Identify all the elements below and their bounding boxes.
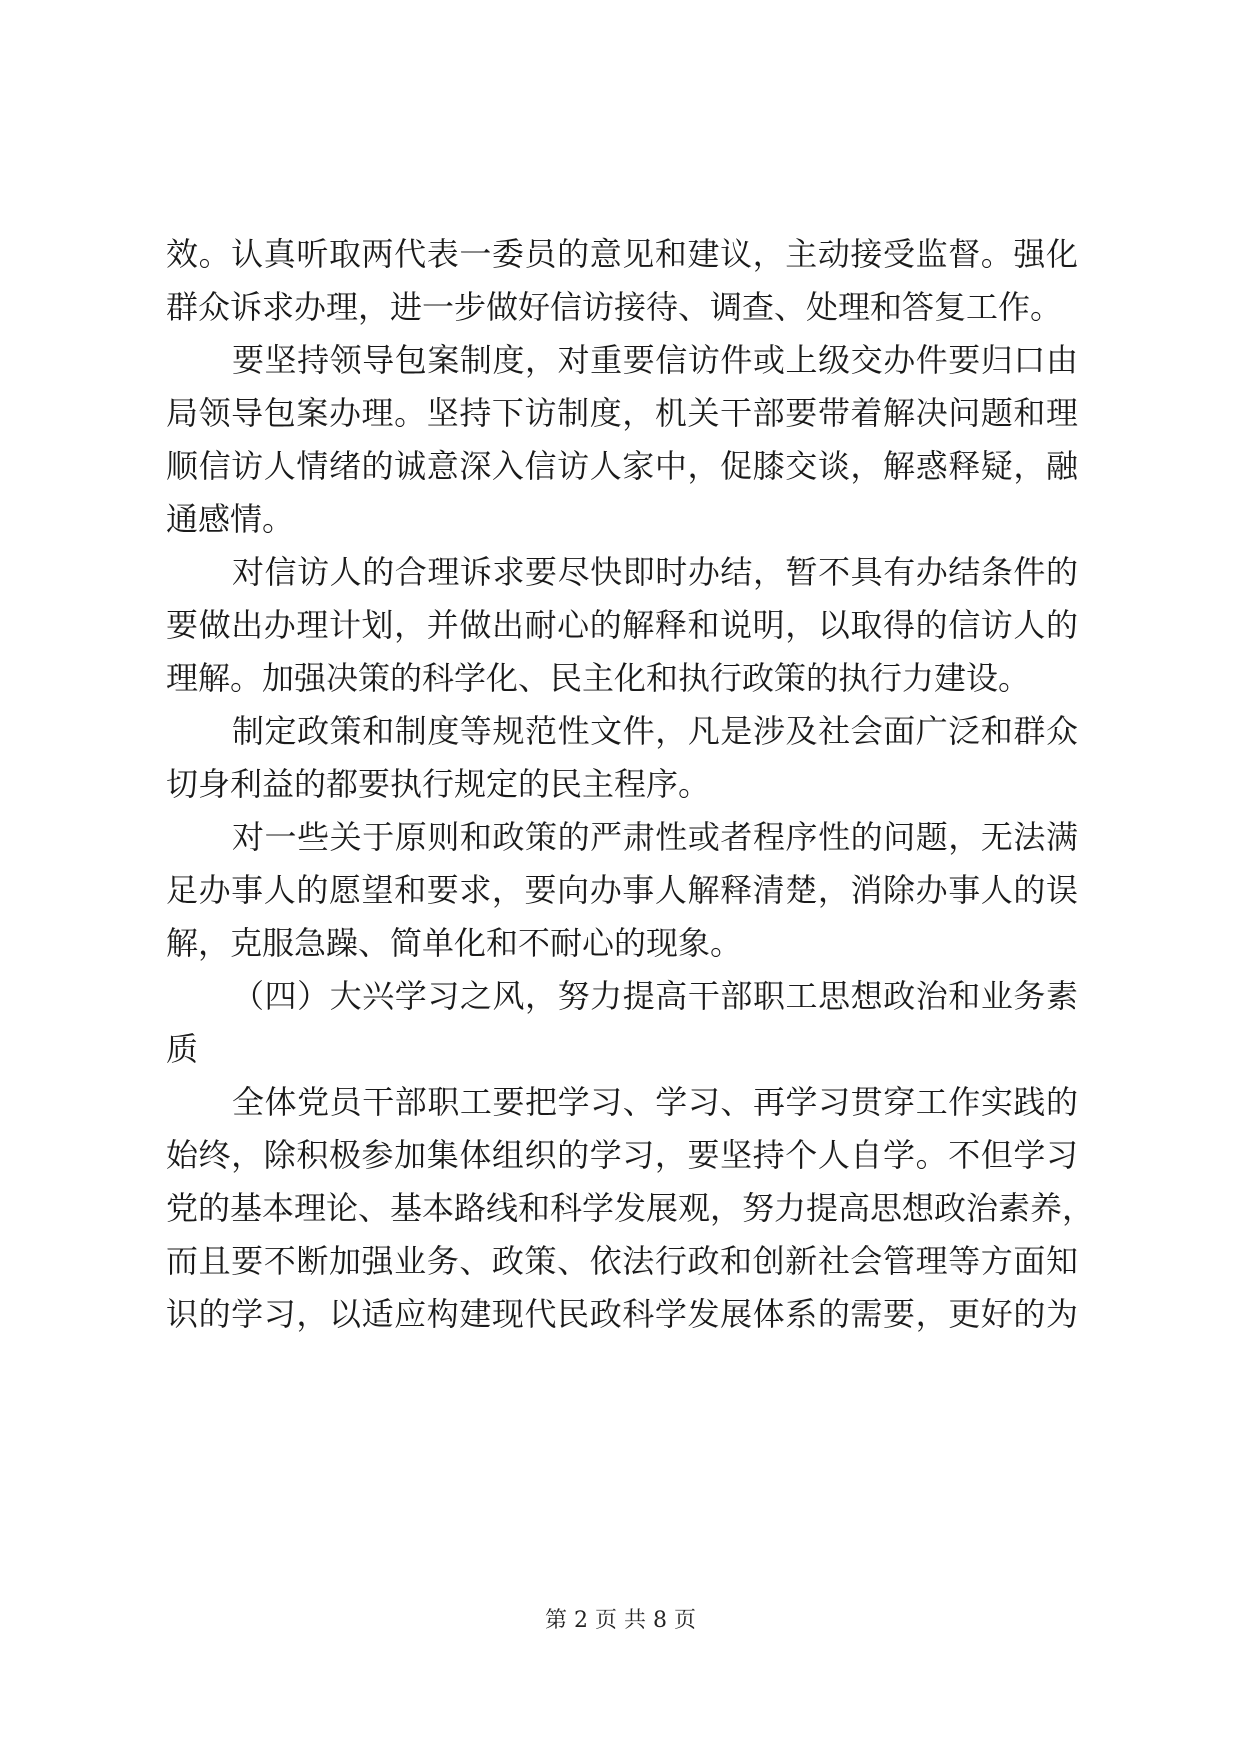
page-footer: 第 2 页 共 8 页: [545, 1608, 696, 1633]
text-line: 识的学习，以适应构建现代民政科学发展体系的需要，更好的为: [166, 1295, 1078, 1333]
text-line: 要做出办理计划，并做出耐心的解释和说明，以取得的信访人的: [166, 606, 1078, 644]
text-line: 要坚持领导包案制度，对重要信访件或上级交办件要归口由: [232, 341, 1078, 379]
text-line: 对一些关于原则和政策的严肃性或者程序性的问题，无法满: [232, 818, 1078, 856]
text-line: 解，克服急躁、简单化和不耐心的现象。: [166, 924, 743, 962]
text-line: 足办事人的愿望和要求，要向办事人解释清楚，消除办事人的误: [166, 871, 1078, 909]
text-line: 通感情。: [166, 500, 295, 538]
text-line: 顺信访人情绪的诚意深入信访人家中，促膝交谈，解惑释疑，融: [166, 447, 1078, 485]
text-line: 始终，除积极参加集体组织的学习，要坚持个人自学。不但学习: [166, 1136, 1078, 1174]
text-line: 而且要不断加强业务、政策、依法行政和创新社会管理等方面知: [166, 1242, 1078, 1280]
text-line: 质: [166, 1030, 199, 1068]
text-line: 全体党员干部职工要把学习、学习、再学习贯穿工作实践的: [232, 1083, 1078, 1121]
text-line: 制定政策和制度等规范性文件，凡是涉及社会面广泛和群众: [232, 712, 1078, 750]
text-line: 效。认真听取两代表一委员的意见和建议，主动接受监督。强化: [166, 235, 1078, 273]
text-line: 局领导包案办理。坚持下访制度，机关干部要带着解决问题和理: [166, 394, 1078, 432]
document-body: [166, 228, 1095, 1341]
text-line: 对信访人的合理诉求要尽快即时办结，暂不具有办结条件的: [232, 553, 1078, 591]
text-line: 理解。加强决策的科学化、民主化和执行政策的执行力建设。: [166, 659, 1031, 697]
text-line: （四）大兴学习之风，努力提高干部职工思想政治和业务素: [232, 977, 1078, 1015]
text-line: 党的基本理论、基本路线和科学发展观，努力提高思想政治素养，: [166, 1189, 1095, 1227]
text-line: 群众诉求办理，进一步做好信访接待、调查、处理和答复工作。: [166, 288, 1063, 326]
text-line: 切身利益的都要执行规定的民主程序。: [166, 765, 711, 803]
